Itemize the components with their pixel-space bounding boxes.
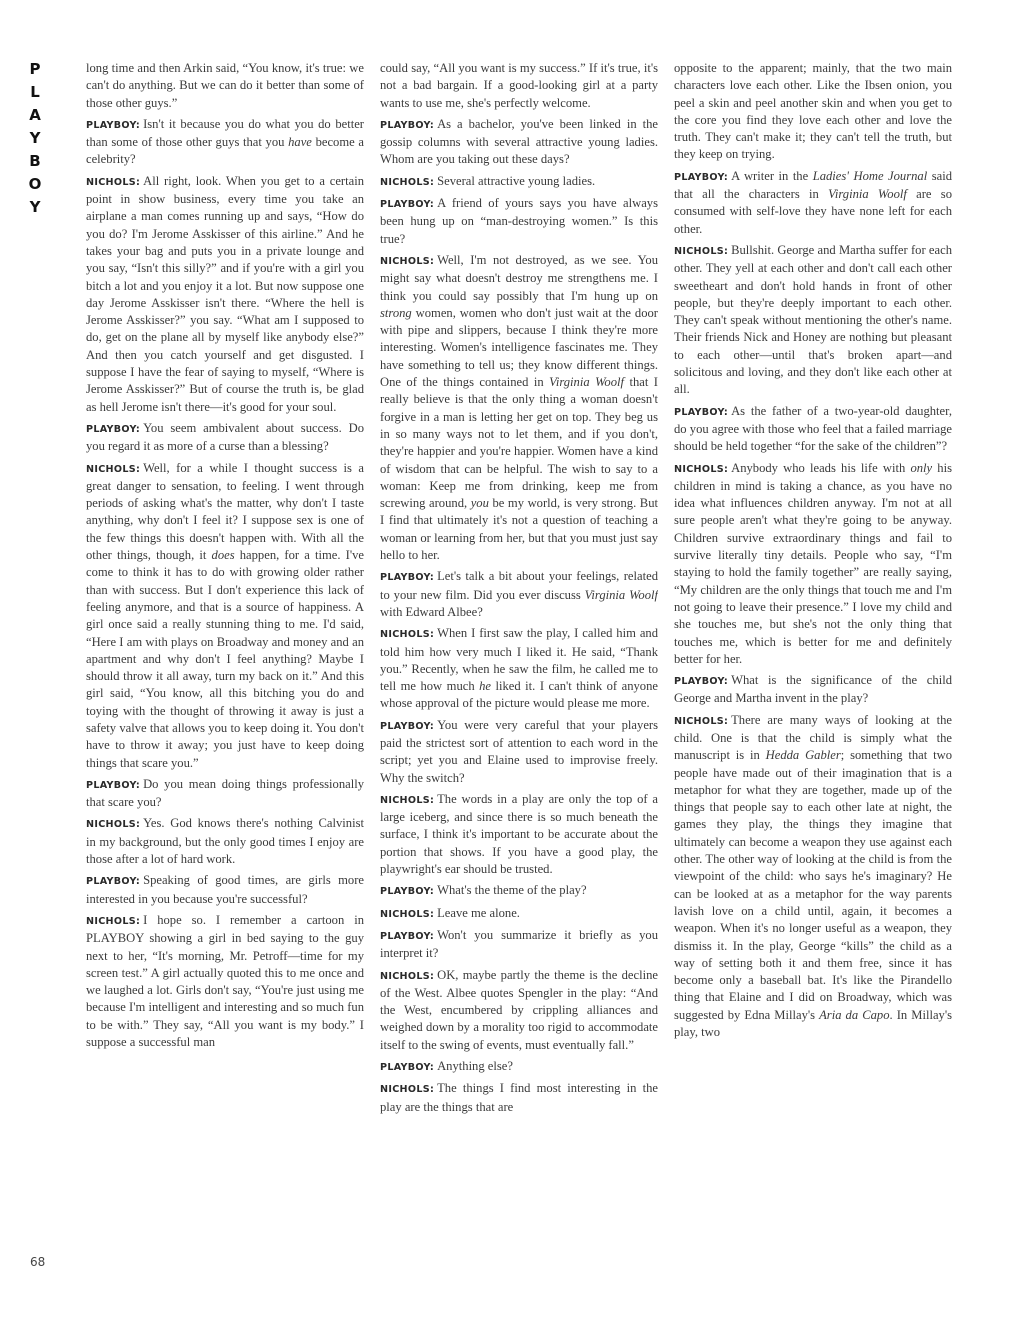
paragraph-text: OK, maybe partly the theme is the decline of the West. Albee quotes Spengler in the play: “And the West, encumbered by crippling alliances and weighed down by a morality too rigid to accommodate itself to the swing of events, must eventually fall.” xyxy=(380,967,658,1052)
speaker-label: NICHOLS: xyxy=(86,176,141,188)
interview-paragraph xyxy=(380,195,658,248)
interview-paragraph xyxy=(380,252,658,564)
speaker-label: NICHOLS: xyxy=(380,1084,435,1096)
paragraph-text: Speaking of good times, are girls more interested in you because you're successful? xyxy=(86,873,364,906)
interview-paragraph xyxy=(380,60,658,112)
speaker-label: NICHOLS: xyxy=(380,970,435,982)
interview-paragraph xyxy=(86,776,364,812)
interview-paragraph xyxy=(380,116,658,169)
logo-letter: Y xyxy=(29,129,41,147)
logo-letter: B xyxy=(29,152,41,170)
paragraph-text: Anybody who leads his life with only his children in mind is taking a chance, as you have no idea what influences children anyway. I'm not at all sure people aren't what they're going to be anyway. Children survive extraordinary things and fail to survive literally tiny details. People who say, “I'm staying to hold the family together” are really saying, “My children are the only things that touch me and I'm not going to leave their presence.” I love my child and she touches me, but she's not the only thing that touches me, which is better for me and definitely better for her. xyxy=(674,460,952,666)
paragraph-text: You were very careful that your players paid the strictest sort of attention to each word in the script; yet you and Elaine used to improvise freely. Why the switch? xyxy=(380,717,658,785)
speaker-label: NICHOLS: xyxy=(380,908,435,920)
paragraph-text: opposite to the apparent; mainly, that the two main characters love each other. Like the Ibsen onion, you peel a skin and peel another skin and when you get to the core you find they love each other and love the truth. They can't make it; they can't tell the truth, but they keep on trying. xyxy=(674,61,952,162)
interview-paragraph xyxy=(86,815,364,868)
page-number: 68 xyxy=(30,1255,46,1269)
interview-paragraph xyxy=(674,168,952,238)
interview-paragraph xyxy=(674,60,952,164)
interview-paragraph xyxy=(380,717,658,787)
paragraph-text: A friend of yours says you have always been hung up on “man-destroying women.” Is this true? xyxy=(380,196,658,246)
paragraph-text: Yes. God knows there's nothing Calvinist in my background, but the only good times I enjoy are those after a lot of hard work. xyxy=(86,816,364,867)
interview-paragraph xyxy=(380,173,658,191)
speaker-label: PLAYBOY: xyxy=(380,720,435,732)
paragraph-text: Anything else? xyxy=(437,1059,513,1074)
paragraph-text: There are many ways of looking at the child. One is that the child is simply what the manuscript is in Hedda Gabler; something that two people have made out of their imagination that is a metaphor for what they are together, made up of the things that people say to each other late at night, the games they play, the things they imagine that ultimately can become a weapon they use against each other. The other way of looking at the child is from the viewpoint of the child: who says he's imaginary? He can be looked at as a metaphor for the way parents lavish love on a child until, again, it becomes a weapon. When it's no longer useful as a weapon, they dismiss it. In the play, George “kills” the child as a way of setting both it and them free, since it has become only a baseball bat. It's like the Pirandello thing that Elaine and I did on Broadway, which was suggested by Edna Millay's Aria da Capo. In Millay's play, two xyxy=(674,712,952,1040)
paragraph-text: All right, look. When you get to a certain point in show business, every time you take an airplane a man comes running up and says, “How do you do? I'm Jerome Asskisser of this airline.” And he takes your bag and puts you in a private lounge and you say, “Isn't this silly?” and if you're with a girl you bitch a lot and you enjoy it a lot. But now suppose one day Jerome Asskisser isn't there. “Where the hell is Jerome Asskisser?” you say. “What am I supposed to do, get on the plane all by myself like anybody else?” And then you catch yourself and get disgusted. I suppose I have the fear of saying to myself, “Where is Jerome Asskisser?” But of course the truth is, be glad as hell Jerome isn't there—it's good for your soul. xyxy=(86,173,364,414)
interview-paragraph xyxy=(674,242,952,399)
paragraph-text: The things I find most interesting in the play are the things that are xyxy=(380,1081,658,1114)
text-column-3 xyxy=(674,60,952,1275)
paragraph-text: What is the significance of the child George and Martha invent in the play? xyxy=(674,673,952,706)
interview-paragraph xyxy=(380,927,658,963)
interview-paragraph xyxy=(86,872,364,908)
paragraph-text: As a bachelor, you've been linked in the gossip columns with several attractive young ladies. Whom are you taking out these days? xyxy=(380,116,658,167)
paragraph-text: I hope so. I remember a cartoon in PLAYBOY showing a girl in bed saying to the guy next to her, “It's morning, Mr. Petroff—time for my screen test.” A girl actually quoted this to me once and we laughed a lot. Girls don't say, “You're just using me because I'm intelligent and interesting and so much fun to be with.” They say, “All you want is my body.” I suppose a successful man xyxy=(86,912,364,1050)
paragraph-text: A writer in the Ladies' Home Journal said that all the characters in Virginia Woolf are so consumed with self-love they have none left for each other. xyxy=(674,168,952,236)
interview-paragraph xyxy=(86,116,364,169)
paragraph-text: Several attractive young ladies. xyxy=(437,173,596,188)
text-column-1 xyxy=(86,60,364,1275)
interview-paragraph xyxy=(674,460,952,669)
speaker-label: PLAYBOY: xyxy=(86,119,141,131)
speaker-label: NICHOLS: xyxy=(380,794,435,806)
speaker-label: NICHOLS: xyxy=(86,463,141,475)
logo-letter: P xyxy=(29,60,41,78)
interview-paragraph xyxy=(674,403,952,456)
paragraph-text: Leave me alone. xyxy=(437,905,520,920)
speaker-label: PLAYBOY: xyxy=(674,406,729,418)
paragraph-text: Isn't it because you do what you do better than some of those other guys that you have become a celebrity? xyxy=(86,116,364,167)
interview-paragraph xyxy=(380,905,658,923)
paragraph-text: What's the theme of the play? xyxy=(437,883,587,898)
speaker-label: NICHOLS: xyxy=(380,255,435,267)
interview-paragraph xyxy=(380,1058,658,1076)
paragraph-text: Bullshit. George and Martha suffer for each other. They yell at each other and don't call each other sweetheart and don't hold hands in front of other people, but they're deeply important to each other. They can't speak without mentioning the other's name. Their friends Nick and Honey are nothing but pleasant to each other—until that's broken apart—and solicitous and loving, and they don't like each other at all. xyxy=(674,242,952,397)
interview-paragraph xyxy=(674,672,952,708)
interview-paragraph xyxy=(380,1080,658,1116)
interview-paragraph xyxy=(86,60,364,112)
speaker-label: PLAYBOY: xyxy=(86,779,141,791)
paragraph-text: Well, I'm not destroyed, as we see. You might say what doesn't destroy me strengthens me. I think you could say possibly that I'm hung up on strong women, women who don't just wait at the door with pipe and slippers, because I think they're more interesting. Women's intelligence fascinates me. They have something to tell us; they know different things. One of the things contained in Virginia Woolf that I really believe is that the only thing a woman doesn't forgive in a man is letting her get on top. They beg us in so many ways not to let them, and if you don't, they're happier and you're happier. Women have a kind of wisdom that can be helpful. The wish to say to a woman: Keep me from drinking, keep me from screwing around, you be my world, is very strong. But I find that ultimately it's not a question of teaching a woman or learning from her, but that you must just say hello to her. xyxy=(380,252,658,563)
interview-paragraph xyxy=(380,967,658,1054)
interview-paragraph xyxy=(86,912,364,1051)
speaker-label: NICHOLS: xyxy=(674,463,729,475)
paragraph-text: As the father of a two-year-old daughter, do you agree with those who feel that a failed marriage should be held together “for the sake of the children”? xyxy=(674,403,952,454)
paragraph-text: You seem ambivalent about success. Do you regard it as more of a curse than a blessing? xyxy=(86,420,364,454)
paragraph-text: The words in a play are only the top of a large iceberg, and since there is so much beneath the surface, I think it's important to be accurate about the portion that shows. If you have a good play, the playwright's ear should be trusted. xyxy=(380,791,658,877)
logo-letter: L xyxy=(30,83,40,101)
speaker-label: NICHOLS: xyxy=(674,715,729,727)
interview-paragraph xyxy=(380,568,658,621)
paragraph-text: Do you mean doing things professionally that scare you? xyxy=(86,776,364,810)
speaker-label: PLAYBOY: xyxy=(380,886,435,898)
speaker-label: PLAYBOY: xyxy=(674,171,729,183)
speaker-label: PLAYBOY: xyxy=(380,199,435,211)
speaker-label: NICHOLS: xyxy=(380,176,435,188)
text-column-2 xyxy=(380,60,658,1275)
speaker-label: PLAYBOY: xyxy=(380,930,435,942)
interview-paragraph xyxy=(86,460,364,772)
paragraph-text: Well, for a while I thought success is a great danger to sensation, to feeling. I went through periods of asking what's the matter, why don't I taste anything, why don't I feel it? I suppose sex is one of the few things this doesn't happen with. With all the other things, though, it does happen, for a time. I've come to think it has to do with growing older rather than with success. But I don't experience this lack of feeling anymore, and that is a source of happiness. A girl once said a really stunning thing to me. I'd said, “Here I am with plays on Broadway and money and an apartment and why don't I feel anything? Maybe I should throw it all away, turn my back on it.” And this girl said, “You know, all this bitching you do and toying with the thought of throwing it away is just a safety valve that allows you to keep doing it. You don't have to throw it away; you just have to keep doing things that scare you.” xyxy=(86,460,364,770)
speaker-label: NICHOLS: xyxy=(86,819,141,831)
paragraph-text: could say, “All you want is my success.” If it's true, it's not a bad bargain. If a good-looking girl at a party wants to use me, she's perfectly welcome. xyxy=(380,61,658,110)
paragraph-text: When I first saw the play, I called him and told him how very much I liked it. He said, “Thank you.” Recently, when he saw the film, he called me to tell me how much he liked it. I can't think of anyone whose approval of the picture would please me more. xyxy=(380,626,658,711)
interview-paragraph xyxy=(86,420,364,456)
speaker-label: PLAYBOY: xyxy=(380,572,435,584)
speaker-label: PLAYBOY: xyxy=(380,1062,435,1074)
paragraph-text: Won't you summarize it briefly as you interpret it? xyxy=(380,927,658,961)
logo-letter: A xyxy=(29,106,41,124)
interview-paragraph xyxy=(380,625,658,712)
logo-letter: O xyxy=(28,175,42,193)
speaker-label: PLAYBOY: xyxy=(86,876,141,888)
speaker-label: PLAYBOY: xyxy=(86,423,141,435)
interview-paragraph xyxy=(380,791,658,878)
interview-paragraph xyxy=(86,173,364,416)
paragraph-text: Let's talk a bit about your feelings, related to your new film. Did you ever discuss Virginia Woolf with Edward Albee? xyxy=(380,569,658,619)
speaker-label: NICHOLS: xyxy=(380,629,435,641)
speaker-label: PLAYBOY: xyxy=(380,119,435,131)
speaker-label: PLAYBOY: xyxy=(674,676,729,688)
magazine-logo-vertical xyxy=(24,58,46,219)
logo-letter: Y xyxy=(29,198,41,216)
paragraph-text: long time and then Arkin said, “You know, it's true: we can't do anything. But we can do it better than some of those other guys.” xyxy=(86,61,364,110)
speaker-label: NICHOLS: xyxy=(674,245,729,257)
interview-paragraph xyxy=(380,882,658,900)
interview-paragraph xyxy=(674,712,952,1042)
speaker-label: NICHOLS: xyxy=(86,915,141,927)
